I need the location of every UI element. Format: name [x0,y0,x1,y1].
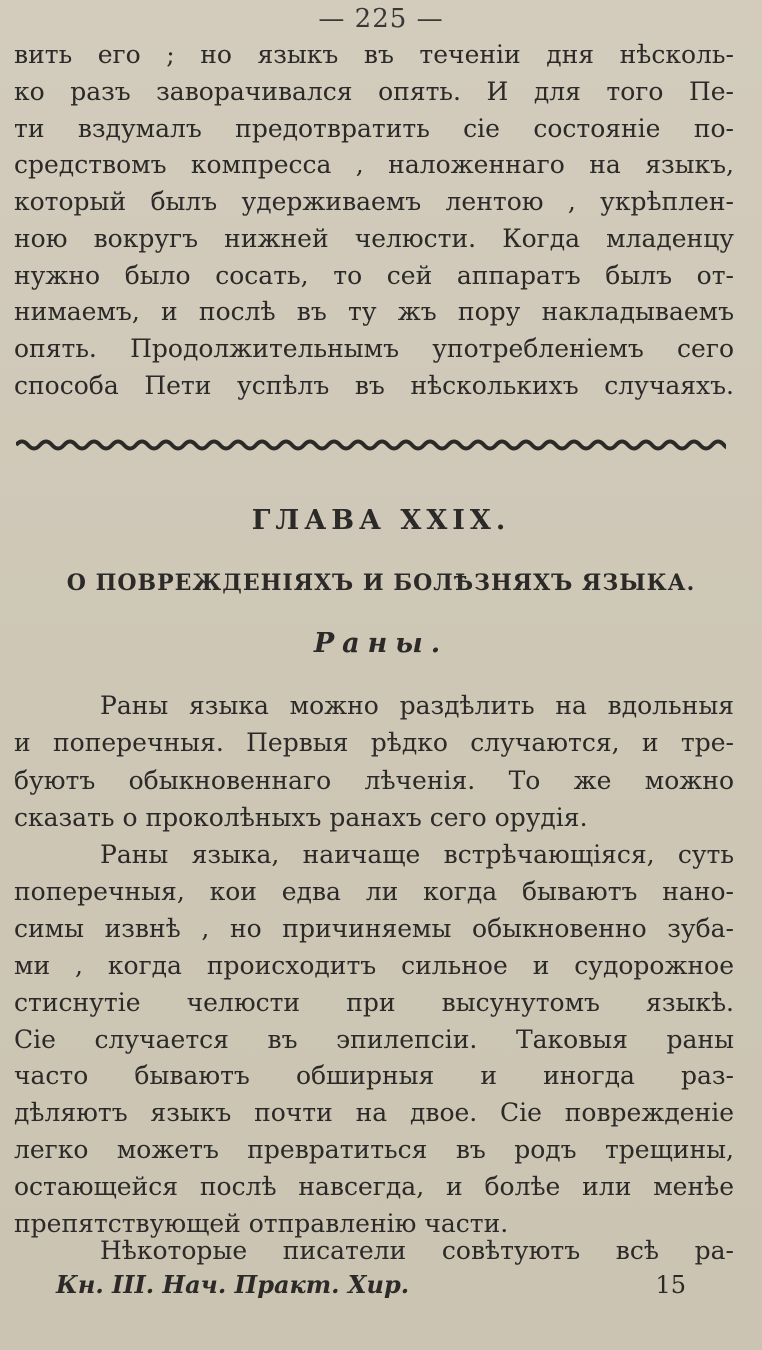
text-line: и поперечныя. Первыя рѣдко случаются, и тре- [14,728,734,757]
text-line: легко можетъ превратиться въ родъ трещины, [14,1135,734,1164]
chapter-title: ГЛАВА XXIX. [251,505,511,536]
text-line: ти вздумалъ предотвратить сіе состояніе по- [14,114,734,143]
footer-book-title: Кн. III. Нач. Практ. Хир. [56,1270,410,1299]
text-line: препятствующей отправленію части. [14,1209,509,1238]
text-line: дѣляютъ языкъ почти на двое. Сіе поврежденіе [14,1098,734,1127]
footer-signature-line [56,1266,686,1304]
ornamental-divider [16,433,726,457]
text-line: нужно было сосать, то сей аппаратъ былъ от- [14,261,734,290]
text-line: стиснутіе челюсти при высунутомъ языкѣ. [14,988,734,1017]
text-line: Сіе случается въ эпилепсіи. Таковыя раны [14,1025,734,1054]
text-line: Нѣкоторые писатели совѣтуютъ всѣ ра- [100,1236,734,1265]
text-line: Раны языка можно раздѣлить на вдольныя [100,691,734,720]
text-line: средствомъ компресса , наложеннаго на языкъ, [14,150,734,179]
text-line: ми , когда происходитъ сильное и судорожное [14,951,734,980]
text-line: буютъ обыкновеннаго лѣченія. То же можно [14,766,734,795]
text-line: сказать о проколѣныхъ ранахъ сего орудія. [14,803,588,832]
text-line: способа Пети успѣлъ въ нѣсколькихъ случаяхъ. [14,371,734,400]
signature-mark: 15 [655,1271,686,1299]
text-line: часто бываютъ обширныя и иногда раз- [14,1061,734,1090]
text-line: ко разъ заворачивался опять. И для того Пе- [14,77,734,106]
text-line: поперечныя, кои едва ли когда бываютъ нано- [14,877,734,906]
chapter-subtitle: О ПОВРЕЖДЕНІЯХЪ И БОЛѢЗНЯХЪ ЯЗЫКА. [66,570,696,596]
text-line: опять. Продолжительнымъ употребленіемъ сего [14,334,734,363]
text-line: остающейся послѣ навсегда, и болѣе или менѣе [14,1172,734,1201]
page-number: — 225 — [318,4,444,34]
text-line: симы извнѣ , но причиняемы обыкновенно зуба- [14,914,734,943]
text-line: Раны языка, наичаще встрѣчающіяся, суть [100,840,734,869]
text-line: ною вокругъ нижней челюсти. Когда младенцу [14,224,734,253]
section-title: Раны. [313,628,449,659]
text-line: который былъ удерживаемъ лентою , укрѣплен- [14,187,734,216]
text-line: вить его ; но языкъ въ теченіи дня нѣсколь- [14,40,734,69]
text-line: нимаемъ, и послѣ въ ту жъ пору накладываемъ [14,297,734,326]
